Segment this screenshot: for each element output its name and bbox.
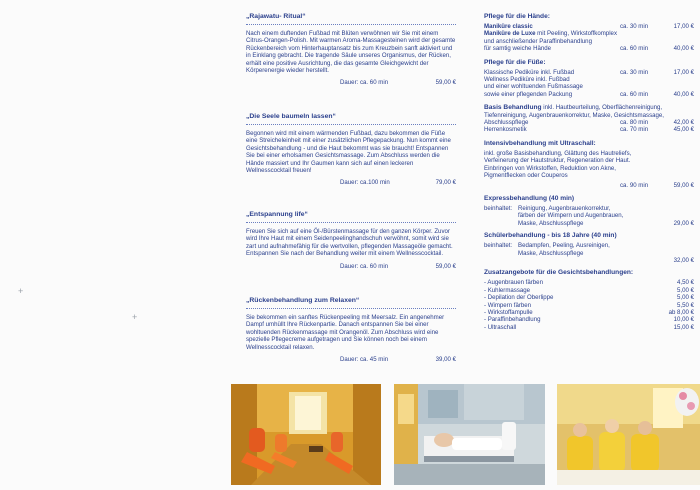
section-title: Pflege für die Füße: (484, 58, 546, 66)
service-row (484, 165, 694, 172)
service-row (484, 182, 694, 189)
extras-item-price: ab 8,00 € (668, 308, 694, 316)
extras-item-name: - Kuhlermassage (484, 286, 531, 294)
service-description: färben der Wimpern und Augenbrauen, (518, 212, 624, 220)
service-duration: ca. 60 min (620, 45, 649, 53)
service-row (484, 119, 694, 126)
service-row (484, 45, 694, 52)
treatment-seele (246, 113, 456, 211)
extras-list (484, 279, 694, 331)
extras-item (484, 309, 694, 316)
treatment-duration-price (246, 79, 456, 86)
service-price: 59,00 € (673, 181, 694, 189)
relax-room-image (231, 384, 381, 485)
divider (246, 24, 456, 25)
express-treatment-section (484, 195, 694, 227)
service-row (484, 38, 694, 45)
service-row (484, 250, 694, 257)
service-row (484, 112, 694, 119)
treatment-description: Freuen Sie sich auf eine Öl-/Bürstenmassage für den ganzen Körper. Zuvor wird Ihre Haut mit einem Seidenpeelinghandschuh verwöhnt, somit wird sie zart und aufnahmefähig für die wertvollen, pflegenden Massageöle gemacht. Entspannen Sie nach der Behandlung weiter mit einem Wellnesscocktail. (246, 228, 453, 258)
photo-cosmetic-studio (557, 384, 700, 485)
section-title: Zusatzangebote für die Gesichtsbehandlungen: (484, 269, 634, 277)
service-description: für samtig weiche Hände (484, 45, 552, 53)
section-title: Expressbehandlung (40 min) (484, 194, 575, 202)
service-row (484, 30, 694, 37)
extras-item (484, 316, 694, 323)
photo-relax-room (231, 384, 381, 485)
service-description: Wellness Pediküre inkl. Fußbad (484, 76, 570, 84)
foot-care-section (484, 59, 694, 99)
service-description: Reinigung, Augenbrauenkorrektur, (518, 204, 611, 212)
scan-mark: + (132, 312, 138, 322)
service-row (484, 220, 694, 227)
divider (246, 222, 456, 223)
extras-item-price: 4,50 € (677, 279, 694, 287)
section-title: Schülerbehandlung - bis 18 Jahre (40 min) (484, 232, 617, 240)
service-name: Maniküre de Luxe (484, 30, 536, 38)
extras-item (484, 287, 694, 294)
treatment-title: „Rückenbehandlung zum Relaxen“ (246, 297, 360, 304)
service-price: 45,00 € (673, 126, 694, 134)
extras-item-name: - Augenbrauen färben (484, 279, 543, 287)
service-description: und anschließender Paraffinbehandlung (484, 37, 592, 45)
extras-item-name: - Wimpern färben (484, 301, 532, 309)
treatment-rajawatu (246, 13, 456, 113)
service-price: 17,00 € (673, 23, 694, 30)
service-row (484, 76, 694, 83)
service-row (484, 157, 694, 164)
service-description: inkl. Hautbeurteilung, Oberflächenreinigung, (541, 104, 663, 112)
service-row (484, 91, 694, 98)
treatment-price: 59,00 € (435, 79, 456, 87)
extras-item-price: 5,50 € (677, 301, 694, 309)
service-duration: ca. 90 min (620, 181, 649, 189)
service-row (484, 257, 694, 264)
treatment-description: Sie bekommen ein sanftes Rückenpeeling mit Meersalz. Ein angenehmer Dampf umhüllt Ihre Rückenpartie. Danach entspannen Sie bei einer wohltuenden Rückenmassage mit Orangenöl. Zum Abschluss wird eine spezielle Pflegecreme aufgetragen und Sie können noch bei einem Wellnesscocktail relaxen. (246, 314, 445, 351)
left-column (246, 13, 456, 363)
service-description: und einer wohltuenden Fußmassage (484, 83, 583, 91)
scan-mark: + (18, 286, 24, 296)
extras-item (484, 294, 694, 301)
extras-item-name: - Paraffinbehandlung (484, 316, 541, 324)
service-description: Einbringen von Wirkstoffen, Reduktion von Akne, (484, 164, 616, 172)
cosmetic-studio-image (557, 384, 700, 485)
includes-label: beinhaltet: (484, 204, 513, 212)
service-row (484, 126, 694, 133)
divider (246, 124, 456, 125)
extras-item-name: - Depilation der Oberlippe (484, 294, 554, 302)
service-description: sowie einer pflegenden Packung (484, 90, 573, 98)
service-row (484, 83, 694, 90)
treatment-title: „Die Seele baumeln lassen“ (246, 113, 336, 120)
service-row (484, 69, 694, 76)
service-row (484, 23, 694, 30)
treatment-duration: Dauer: ca. 60 min (340, 79, 389, 87)
hand-care-section (484, 13, 694, 53)
extras-item-name: - Wirkstoffampulle (484, 308, 533, 316)
section-title: Pflege für die Hände: (484, 13, 550, 20)
section-title: Intensivbehandlung mit Ultraschall: (484, 139, 596, 147)
service-description: Herrenkosmetik (484, 126, 527, 134)
extras-item-price: 5,00 € (677, 294, 694, 302)
extras-item (484, 324, 694, 331)
service-duration: ca. 30 min (620, 68, 649, 76)
extras-item-price: 15,00 € (673, 323, 694, 331)
photo-treatment-room (394, 384, 545, 485)
service-row (484, 150, 694, 157)
intensive-treatment-section (484, 140, 694, 189)
service-name: Basis Behandlung (484, 104, 542, 112)
treatment-duration: Dauer: ca. 45 min (340, 356, 389, 364)
service-description: mit Peeling, Wirkstoffkomplex (535, 30, 617, 38)
service-description: Bedampfen, Peeling, Ausreinigen, (518, 242, 610, 250)
service-price: 40,00 € (673, 45, 694, 53)
treatment-ruecken (246, 297, 456, 363)
right-column (484, 13, 694, 331)
extras-item-price: 10,00 € (673, 316, 694, 324)
treatment-title: „Rajawatu- Ritual“ (246, 13, 306, 20)
extras-item-price: 5,00 € (677, 286, 694, 294)
treatment-price: 39,00 € (435, 356, 456, 364)
service-description: Maske, Abschlusspflege (518, 219, 584, 227)
treatment-title: „Entspannung life“ (246, 211, 308, 218)
service-price: 17,00 € (673, 68, 694, 76)
service-row (484, 242, 694, 249)
service-description: Abschlusspflege (484, 119, 529, 127)
treatment-duration-price (246, 263, 456, 270)
service-row (484, 212, 694, 219)
service-price: 42,00 € (673, 119, 694, 127)
treatment-price: 79,00 € (435, 179, 456, 187)
service-duration: ca. 30 min (620, 23, 649, 30)
treatment-duration: Dauer: ca.100 min (340, 179, 390, 187)
treatment-description: Begonnen wird mit einem wärmenden Fußbad, dazu bekommen die Füße eine Streicheleinheit mit einer zusätzlichen Pflegepackung. Nun kommt eine Gesichtsbehandlung - und die Haut bekommt was sie braucht! Entspannen Sie bei einer erholsamen Gesichtsmassage. Zum Abschluss werden die Hände massiert und Ihr Gaumen kann sich auf einen leckeren Wellnesscocktail freuen! (246, 130, 451, 175)
treatment-price: 59,00 € (435, 262, 456, 270)
service-duration: ca. 60 min (620, 90, 649, 98)
treatment-description: Nach einem duftenden Fußbad mit Blüten verwöhnen wir Sie mit einem Citrus-Orangen-Polish. Mit warmen Aroma-Massagesteinen wird der gesamte Rückenbereich vom Hinterhauptansatz bis zum Kreuzbein sanft aktiviert und in Einklang gebracht. Die tragende Säule unseres Organismus, der Rücken, erhält eine positive Ausrichtung, die das gesamte Gleichgewicht der Körperenergie wieder herstellt. (246, 30, 456, 75)
extras-item-name: - Ultraschall (484, 323, 517, 331)
treatment-room-image (394, 384, 545, 485)
service-duration: ca. 70 min (620, 126, 649, 134)
extras-section (484, 269, 694, 331)
service-description: Klassische Pediküre inkl. Fußbad (484, 68, 575, 76)
service-description: Pigmentflecken oder Couperos (484, 172, 568, 180)
service-row (484, 205, 694, 212)
service-price: 40,00 € (673, 90, 694, 98)
divider (246, 308, 456, 309)
treatment-duration-price (246, 179, 456, 186)
service-description: inkl. große Basisbehandlung, Glättung des Hautreliefs, (484, 149, 632, 157)
extras-item (484, 279, 694, 286)
service-duration: ca. 80 min (620, 119, 649, 127)
service-description: Tiefenreinigung, Augenbrauenkorrektur, Maske, Gesichtsmassage, (484, 111, 664, 119)
treatment-duration: Dauer: ca. 60 min (340, 262, 389, 270)
service-row (484, 172, 694, 179)
includes-label: beinhaltet: (484, 242, 513, 250)
extras-item (484, 302, 694, 309)
service-price: 29,00 € (673, 219, 694, 227)
service-price: 32,00 € (673, 256, 694, 264)
treatment-duration-price (246, 356, 456, 363)
basis-treatment-section (484, 104, 694, 134)
service-description: Maske, Abschlusspflege (518, 249, 584, 257)
student-treatment-section (484, 232, 694, 264)
service-description: Verfeinerung der Hautstruktur, Regeneration der Haut. (484, 157, 631, 165)
treatment-entspannung (246, 211, 456, 297)
service-name: Maniküre classic (484, 23, 533, 30)
service-row (484, 104, 694, 111)
